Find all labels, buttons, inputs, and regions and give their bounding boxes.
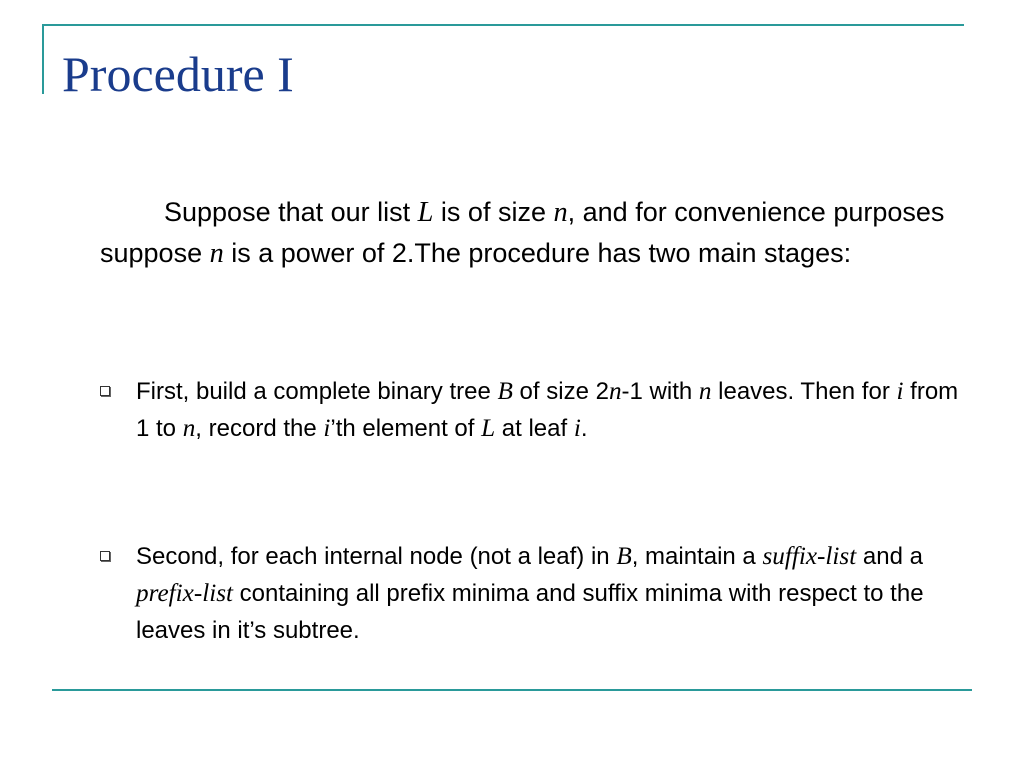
math-term: suffix-list: [762, 543, 857, 570]
bullet-text: leaves. Then for: [711, 378, 897, 405]
bullet-text: -1 with: [621, 378, 699, 405]
left-rule: [42, 24, 44, 94]
bullet-item-second-stage: [136, 538, 976, 649]
math-variable: n: [182, 415, 196, 442]
math-variable: i: [896, 378, 904, 405]
intro-text: , and for convenience purposes suppose: [100, 197, 945, 268]
intro-paragraph: [100, 192, 960, 274]
intro-text: Suppose that our list: [164, 197, 418, 227]
math-variable: i: [573, 415, 581, 442]
math-variable: n: [698, 378, 712, 405]
math-variable: n: [553, 197, 568, 228]
bullet-text: .: [580, 415, 588, 442]
intro-text: is a power of 2.The procedure has two main stages:: [223, 238, 852, 268]
bullet-text: First, build a complete binary tree: [136, 378, 498, 405]
math-variable: B: [616, 543, 632, 570]
math-variable: n: [608, 378, 622, 405]
math-variable: B: [497, 378, 513, 405]
math-variable: n: [209, 238, 224, 269]
square-bullet-icon: [100, 551, 110, 561]
top-rule: [42, 24, 964, 26]
bullet-text: containing all prefix minima and suffix minima with respect to the leaves in it’s subtree.: [136, 580, 924, 644]
bottom-rule: [52, 689, 972, 691]
bullet-text: from 1 to: [136, 378, 959, 442]
bullet-text: , record the: [195, 415, 324, 442]
slide-title: Procedure I: [62, 46, 294, 102]
math-variable: L: [481, 415, 496, 442]
bullet-text: Second, for each internal node (not a leaf) in: [136, 543, 617, 570]
intro-text: is of size: [433, 197, 554, 227]
square-bullet-icon: [100, 386, 110, 396]
bullet-text: , maintain a: [631, 543, 763, 570]
bullet-text: at leaf: [495, 415, 574, 442]
bullet-text: of size 2: [512, 378, 609, 405]
math-term: prefix-list: [136, 580, 233, 607]
bullet-text: and a: [856, 543, 923, 570]
bullet-text: ’th element of: [330, 415, 482, 442]
math-variable: i: [323, 415, 331, 442]
math-variable: L: [417, 197, 434, 228]
bullet-item-first-stage: [136, 373, 976, 447]
